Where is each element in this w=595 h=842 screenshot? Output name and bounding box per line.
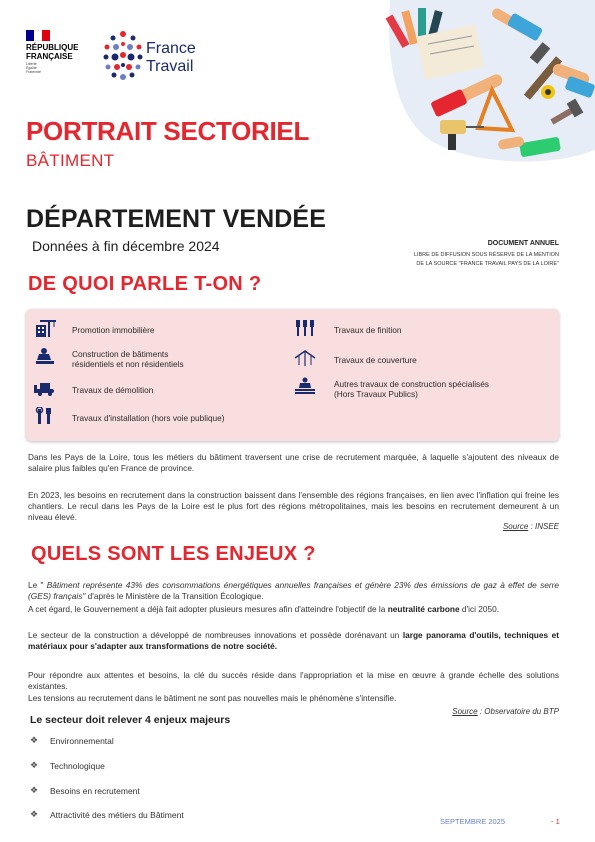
data-date: Données à fin décembre 2024 bbox=[32, 238, 220, 254]
department-title: DÉPARTEMENT VENDÉE bbox=[26, 205, 326, 233]
paragraph-besoins: En 2023, les besoins en recrutement dans la construction baissent dans l'ensemble des régions françaises, en lien avec l'inflation qui freine les chantiers. Le recul dans les Pays de la Loire est le plus fort des régions métropolitaines, mais les besoins en recrutement demeurent à un niveau élevé. bbox=[28, 490, 559, 522]
diamond-bullet-icon: ❖ bbox=[30, 760, 39, 770]
bulldozer-icon bbox=[34, 379, 56, 397]
paragraph-innovations: Le secteur de la construction a développé de nombreuses innovations et possède dorénavant un large panorama d'outils, techniques et matériaux pour s'adapter aux transformations de notre société. bbox=[28, 630, 559, 651]
section-title-quoi: DE QUOI PARLE T-ON ? bbox=[28, 273, 262, 295]
activity-label: Autres travaux de construction spécialisés (Hors Travaux Publics) bbox=[334, 379, 489, 399]
source-insee: Source : INSEE bbox=[502, 522, 559, 531]
enjeux-heading: Le secteur doit relever 4 enjeux majeurs bbox=[30, 714, 231, 726]
paint-brushes-icon bbox=[294, 319, 316, 337]
paragraph-consommation: Le " Bâtiment représente 43% des consommations énergétiques annuelles françaises et génère 23% des émissions de gaz à effet de serre (GES) français" d'après le Ministère de la Transition Écologique. bbox=[28, 580, 559, 601]
activity-label: Travaux de couverture bbox=[334, 355, 417, 365]
wrench-screwdriver-icon bbox=[34, 407, 56, 425]
list-item: ❖ Environnemental bbox=[30, 735, 114, 746]
diamond-bullet-icon: ❖ bbox=[30, 785, 39, 795]
page-number: - 1 bbox=[551, 817, 560, 826]
worker-construction-icon bbox=[34, 347, 56, 365]
paragraph-gouvernement: A cet égard, le Gouvernement a déjà fait adopter plusieurs mesures afin d'atteindre l'objectif de la neutralité carbone d'ici 2050. bbox=[28, 604, 500, 614]
republique-motto: Liberté Égalité Fraternité bbox=[26, 62, 41, 75]
activities-box bbox=[26, 309, 559, 441]
footer-date: SEPTEMBRE 2025 bbox=[440, 817, 506, 826]
diamond-bullet-icon: ❖ bbox=[30, 735, 39, 745]
section-title-enjeux: QUELS SONT LES ENJEUX ? bbox=[31, 543, 316, 565]
list-item: ❖ Besoins en recrutement bbox=[30, 785, 140, 796]
paragraph-solutions: Pour répondre aux attentes et besoins, la clé du succès réside dans l'appropriation et la mise en œuvre à grande échelle des solutions existantes. bbox=[28, 670, 559, 691]
building-crane-icon bbox=[34, 319, 56, 337]
france-travail-dots-icon bbox=[102, 30, 144, 82]
page-title: PORTRAIT SECTORIEL bbox=[26, 116, 310, 146]
sector-subtitle: BÂTIMENT bbox=[26, 151, 115, 170]
activity-label: Promotion immobilière bbox=[72, 325, 155, 335]
marianne-flag-icon bbox=[26, 30, 50, 41]
republique-francaise-logo: RÉPUBLIQUE FRANÇAISE bbox=[26, 43, 79, 61]
paragraph-tensions: Les tensions au recrutement dans le bâtiment ne sont pas nouvelles mais le phénomène s'intensifie. bbox=[28, 693, 397, 703]
list-item: ❖ Attractivité des métiers du Bâtiment bbox=[30, 809, 184, 820]
france-travail-logo: France Travail bbox=[146, 40, 196, 75]
specialized-works-icon bbox=[294, 377, 316, 395]
activity-label: Travaux d'installation (hors voie publique) bbox=[72, 413, 225, 423]
diffusion-notice: LIBRE DE DIFFUSION SOUS RÉSERVE DE LA MENTION DE LA SOURCE "FRANCE TRAVAIL PAYS DE LA LOIRE" bbox=[413, 252, 559, 267]
paragraph-crise: Dans les Pays de la Loire, tous les métiers du bâtiment traversent une crise de recrutement marquée, à laquelle s'ajoutent des niveaux de salaire plus faibles qu'en France de province. bbox=[28, 452, 559, 473]
activity-label: Travaux de finition bbox=[334, 325, 402, 335]
diamond-bullet-icon: ❖ bbox=[30, 809, 39, 819]
roof-icon bbox=[294, 349, 316, 367]
activity-label: Construction de bâtiments résidentiels et non résidentiels bbox=[72, 349, 184, 369]
source-observatoire: Source : Observatoire du BTP bbox=[452, 707, 559, 716]
document-annuel-label: DOCUMENT ANNUEL bbox=[487, 240, 559, 247]
list-item: ❖ Technologique bbox=[30, 760, 105, 771]
activity-label: Travaux de démolition bbox=[72, 385, 154, 395]
construction-tools-illustration bbox=[380, 0, 595, 168]
